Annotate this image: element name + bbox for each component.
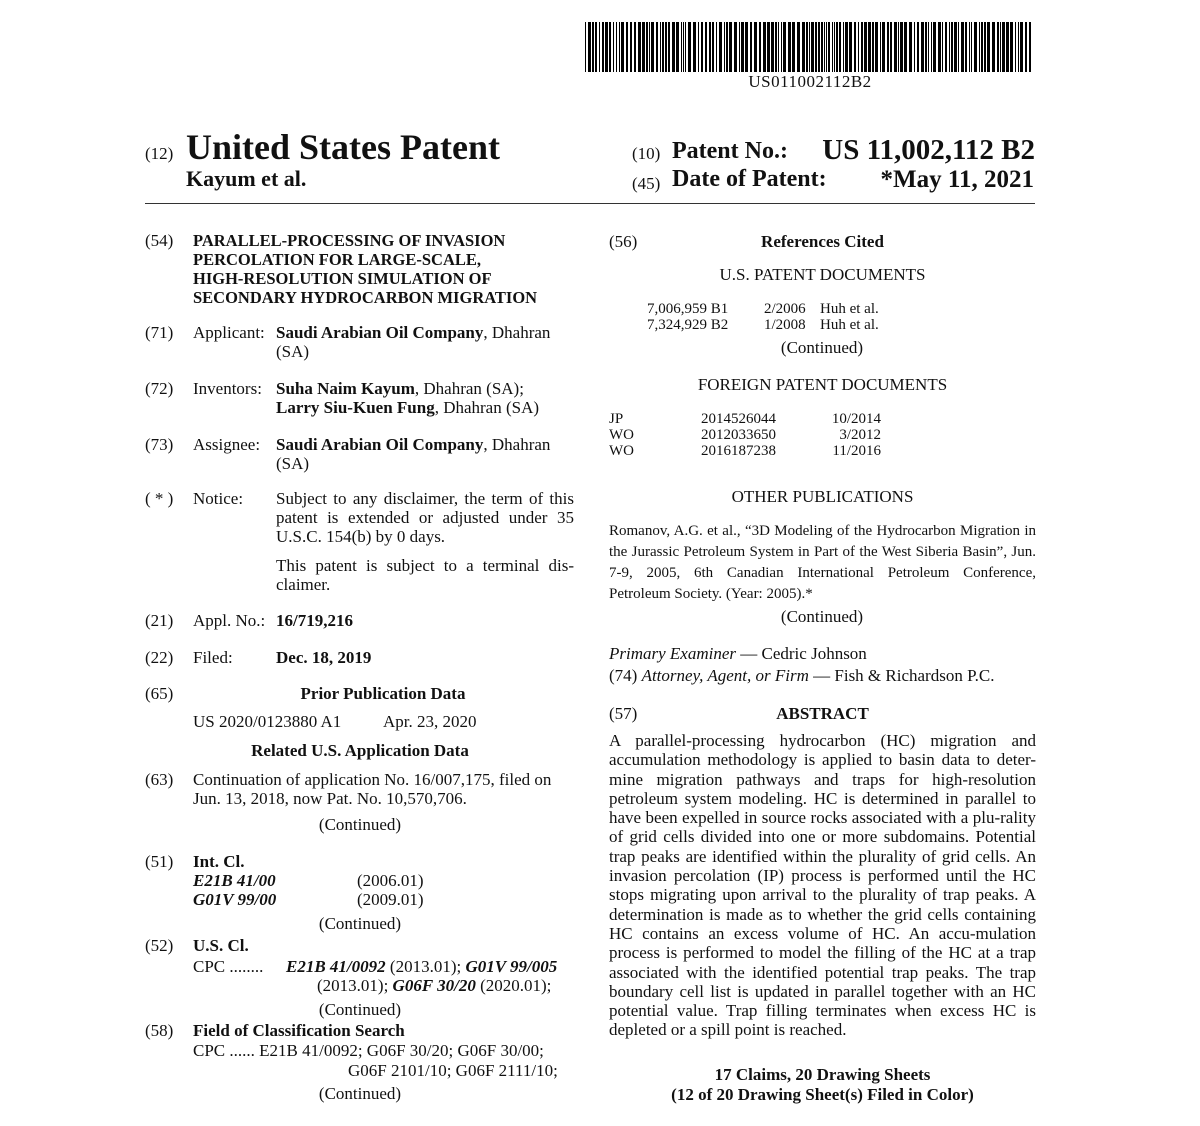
applicant-country: (SA) — [276, 342, 310, 361]
us-ref-number: 7,324,929 B2 — [647, 317, 729, 333]
barcode-bar — [719, 22, 722, 72]
patent-type-title: United States Patent — [186, 127, 500, 167]
foreign-reference-row — [609, 427, 882, 444]
barcode-bar — [961, 22, 964, 72]
barcode-bar — [605, 22, 608, 72]
field-of-search-continued: (Continued) — [318, 1084, 402, 1103]
references-cited-heading: References Cited — [761, 232, 884, 251]
code-45: (45) — [632, 174, 661, 193]
title-line: PARALLEL-PROCESSING OF INVASION — [193, 231, 506, 250]
barcode-bar — [839, 22, 841, 72]
barcode-bar — [928, 22, 929, 72]
barcode-bar — [826, 22, 827, 72]
barcode-bar — [1015, 22, 1016, 72]
code-12: (12) — [145, 144, 174, 163]
barcode-bar — [1002, 22, 1005, 72]
barcode-bar — [938, 22, 941, 72]
barcode-bar — [651, 22, 654, 72]
barcode-bar — [741, 22, 744, 72]
title-line: PERCOLATION FOR LARGE-SCALE, — [193, 250, 482, 269]
applicant-name: Saudi Arabian Oil Company — [276, 323, 484, 342]
barcode-bar — [997, 22, 999, 72]
prior-publication-heading: Prior Publication Data — [300, 684, 466, 703]
header-divider — [145, 203, 1035, 204]
code-57: (57) — [609, 704, 638, 723]
other-publication-text: Romanov, A.G. et al., “3D Modeling of the Hydrocarbon Migration in the Jurassic Petroleum System in Part of the West Siberia Basin”, Jun. 7-9, 2005, 6th Canadian International Petroleum Conference, Petroleum Society. (Year: 2005).* — [609, 523, 1036, 602]
code-65: (65) — [145, 684, 174, 703]
barcode-bar — [1020, 22, 1023, 72]
code-22: (22) — [145, 648, 174, 667]
barcode-bar — [858, 22, 859, 72]
barcode-bar — [864, 22, 867, 72]
inventor-name: Suha Naim Kayum — [276, 379, 415, 398]
barcode-bar — [949, 22, 950, 72]
us-ref-name: Huh et al. — [820, 301, 879, 317]
barcode-bar — [832, 22, 833, 72]
barcode-bar — [875, 22, 878, 72]
barcode-bar — [630, 22, 632, 72]
other-publications-heading: OTHER PUBLICATIONS — [731, 487, 914, 506]
code-63: (63) — [145, 770, 174, 789]
barcode-bar — [818, 22, 820, 72]
patent-no-label: Patent No.: — [672, 138, 788, 164]
barcode-bar — [771, 22, 774, 72]
us-cl-cpc-prefix: CPC ........ — [193, 957, 264, 976]
claims-count: 17 Claims, 20 Drawing Sheets — [714, 1065, 931, 1084]
barcode-bar — [662, 22, 664, 72]
code-58: (58) — [145, 1021, 174, 1040]
field-of-search-line: G06F 2101/10; G06F 2111/10; — [348, 1061, 558, 1080]
code-notice: ( * ) — [145, 489, 174, 508]
barcode-bar — [642, 22, 645, 72]
invention-title — [193, 231, 537, 307]
barcode-bar — [802, 22, 805, 72]
cpc-code: G06F 30/20 — [392, 976, 476, 995]
barcode-bar — [1000, 22, 1001, 72]
int-cl-continued: (Continued) — [318, 914, 402, 933]
cpc-code: G01V 99/005 — [465, 957, 558, 976]
barcode-bar — [904, 22, 907, 72]
barcode-bar — [724, 22, 725, 72]
foreign-ref-country: JP — [609, 411, 624, 427]
barcode-bar — [621, 22, 624, 72]
barcode-bar — [882, 22, 885, 72]
foreign-ref-country: WO — [609, 427, 634, 443]
attorney-line — [609, 666, 995, 686]
cpc-date: (2020.01); — [475, 976, 552, 995]
barcode-bar — [759, 22, 761, 72]
barcode — [585, 22, 1035, 72]
code-56: (56) — [609, 232, 638, 251]
barcode-bar — [965, 22, 967, 72]
barcode-bar — [797, 22, 800, 72]
barcode-bar — [716, 22, 717, 72]
continuation-continued: (Continued) — [318, 815, 402, 834]
barcode-bar — [931, 22, 932, 72]
barcode-bar — [783, 22, 786, 72]
barcode-bar — [1025, 22, 1027, 72]
foreign-ref-number: 2012033650 — [701, 427, 776, 443]
primary-examiner-label: Primary Examiner — [609, 644, 737, 663]
us-reference-row — [647, 317, 879, 333]
attorney-label: Attorney, Agent, or Firm — [641, 666, 809, 685]
barcode-bar — [613, 22, 614, 72]
int-cl-label: Int. Cl. — [193, 852, 245, 871]
us-cl-line — [317, 976, 551, 996]
barcode-bar — [712, 22, 714, 72]
barcode-bar — [649, 22, 650, 72]
barcode-bar — [609, 22, 611, 72]
assignee-country: (SA) — [276, 454, 310, 473]
barcode-bar — [909, 22, 912, 72]
barcode-bar — [1029, 22, 1031, 72]
drawing-sheets-note: (12 of 20 Drawing Sheet(s) Filed in Color) — [671, 1085, 974, 1104]
int-cl-date: (2006.01) — [357, 871, 424, 890]
filed-label: Filed: — [193, 648, 233, 667]
barcode-bar — [619, 22, 620, 72]
barcode-bar — [734, 22, 737, 72]
barcode-bar — [894, 22, 897, 72]
barcode-bar — [681, 22, 682, 72]
code-72: (72) — [145, 379, 174, 398]
inventor-location: , Dhahran (SA) — [434, 398, 540, 417]
barcode-bar — [588, 22, 591, 72]
barcode-bar — [958, 22, 959, 72]
barcode-bar — [693, 22, 696, 72]
barcode-bar — [788, 22, 791, 72]
barcode-bar — [775, 22, 777, 72]
barcode-bar — [665, 22, 667, 72]
assignee-location: , Dhahran — [483, 435, 551, 454]
barcode-bar — [914, 22, 915, 72]
barcode-bar — [750, 22, 752, 72]
barcode-bar — [1006, 22, 1009, 72]
barcode-bar — [638, 22, 641, 72]
barcode-bar — [616, 22, 617, 72]
us-ref-date: 1/2008 — [764, 317, 806, 333]
barcode-bar — [981, 22, 983, 72]
patent-number: US 11,002,112 B2 — [822, 134, 1035, 166]
filed-date: Dec. 18, 2019 — [276, 648, 372, 667]
barcode-bar — [969, 22, 970, 72]
barcode-bar — [1010, 22, 1013, 72]
code-74: (74) — [609, 666, 638, 685]
code-51: (51) — [145, 852, 174, 871]
barcode-bar — [872, 22, 874, 72]
barcode-bar — [828, 22, 830, 72]
foreign-ref-number: 2014526044 — [701, 411, 776, 427]
foreign-ref-number: 2016187238 — [701, 443, 776, 459]
barcode-bar — [792, 22, 795, 72]
applicant-label: Applicant: — [193, 323, 265, 342]
inventors-label: Inventors: — [193, 379, 262, 398]
assignee-value — [276, 435, 576, 473]
barcode-bar — [824, 22, 825, 72]
abstract-text: A parallel-processing hydrocarbon (HC) migration and accumulation methodology is applied to basin data to deter-mine migration pathways and traps for high-resolution petroleum system modeling. HC is determined in parallel to have been expelled in source rocks associated with a plu-rality of grid cells divided into one or more subdomains. Potential trap peaks are identified within the plurality of grid cells. An invasion percolation (IP) process is performed until the HC stops migrating upon arrival to the plurality of trap peaks. A determination is made as to whether the grid cells containing HC contains an excess volume of HC. An accu-mulation process is performed to model the filling of the HC at a trap associated with the identified potential trap peaks. The trap boundary cell list is updated in parallel together with an HC potential value. Trap filling terminates when excess HC is depleted or a spill point is reached. — [609, 731, 1036, 1040]
barcode-bar — [992, 22, 995, 72]
us-refs-continued: (Continued) — [780, 338, 864, 357]
barcode-bar — [898, 22, 899, 72]
us-ref-number: 7,006,959 B1 — [647, 301, 729, 317]
barcode-bar — [626, 22, 628, 72]
prior-publication-date: Apr. 23, 2020 — [383, 712, 477, 731]
barcode-bar — [763, 22, 766, 72]
barcode-bar — [925, 22, 927, 72]
first-inventor-line: Kayum et al. — [186, 166, 307, 191]
barcode-bar — [954, 22, 957, 72]
barcode-bar — [974, 22, 977, 72]
barcode-bar — [854, 22, 856, 72]
barcode-bar — [656, 22, 658, 72]
inventors-value — [276, 379, 576, 417]
code-21: (21) — [145, 611, 174, 630]
barcode-bar — [821, 22, 823, 72]
code-10: (10) — [632, 144, 661, 163]
title-line: HIGH-RESOLUTION SIMULATION OF — [193, 269, 492, 288]
barcode-bar — [836, 22, 838, 72]
foreign-ref-date: 3/2012 — [839, 427, 881, 443]
continuation-line: Jun. 13, 2018, now Pat. No. 10,570,706. — [193, 789, 467, 808]
barcode-bar — [917, 22, 919, 72]
int-cl-date: (2009.01) — [357, 890, 424, 909]
barcode-bar — [834, 22, 835, 72]
code-54: (54) — [145, 231, 174, 250]
barcode-bar — [945, 22, 947, 72]
barcode-bar — [705, 22, 707, 72]
barcode-bar — [933, 22, 936, 72]
barcode-bar — [739, 22, 740, 72]
primary-examiner-line — [609, 644, 867, 664]
barcode-bar — [729, 22, 732, 72]
prior-publication-number: US 2020/0123880 A1 — [193, 712, 342, 731]
barcode-bar — [984, 22, 986, 72]
barcode-bar — [845, 22, 848, 72]
barcode-bar — [979, 22, 980, 72]
foreign-ref-country: WO — [609, 443, 634, 459]
inventor-location: , Dhahran (SA); — [414, 379, 524, 398]
date-of-patent: *May 11, 2021 — [880, 166, 1034, 193]
abstract-heading: ABSTRACT — [776, 704, 869, 723]
applicant-value — [276, 323, 576, 361]
us-reference-row — [647, 301, 879, 317]
applicant-location: , Dhahran — [483, 323, 551, 342]
date-of-patent-label: Date of Patent: — [672, 166, 827, 192]
assignee-label: Assignee: — [193, 435, 261, 454]
foreign-reference-row — [609, 411, 882, 428]
related-application-heading: Related U.S. Application Data — [251, 741, 469, 760]
foreign-reference-row — [609, 443, 882, 460]
barcode-bar — [887, 22, 889, 72]
barcode-bar — [676, 22, 679, 72]
attorney-name: — Fish & Richardson P.C. — [808, 666, 995, 685]
field-of-search-label: Field of Classification Search — [193, 1021, 405, 1040]
terminal-disclaimer-text: This patent is subject to a terminal dis-claimer. — [276, 556, 574, 594]
cpc-date: (2013.01); — [385, 957, 466, 976]
barcode-number: US011002112B2 — [748, 72, 872, 91]
barcode-bar — [754, 22, 757, 72]
foreign-patent-documents-heading: FOREIGN PATENT DOCUMENTS — [697, 375, 948, 394]
us-cl-continued: (Continued) — [318, 1000, 402, 1019]
assignee-name: Saudi Arabian Oil Company — [276, 435, 484, 454]
barcode-bar — [781, 22, 782, 72]
barcode-bar — [672, 22, 675, 72]
field-of-search-line: CPC ...... E21B 41/0092; G06F 30/20; G06F 30/00; — [193, 1041, 544, 1060]
barcode-bar — [595, 22, 597, 72]
barcode-bar — [778, 22, 779, 72]
barcode-bar — [942, 22, 943, 72]
barcode-bar — [585, 22, 586, 72]
us-cl-line — [286, 957, 557, 977]
us-cl-label: U.S. Cl. — [193, 936, 249, 955]
notice-text: Subject to any disclaimer, the term of this patent is extended or adjusted under 35 U.S.C. 154(b) by 0 days. — [276, 489, 574, 546]
barcode-bar — [685, 22, 686, 72]
barcode-bar — [987, 22, 990, 72]
barcode-bar — [849, 22, 852, 72]
appl-no-value: 16/719,216 — [276, 611, 353, 630]
barcode-bar — [811, 22, 814, 72]
appl-no-label: Appl. No.: — [193, 611, 266, 630]
code-71: (71) — [145, 323, 174, 342]
barcode-bar — [1018, 22, 1019, 72]
barcode-bar — [726, 22, 728, 72]
barcode-bar — [634, 22, 636, 72]
barcode-bar — [971, 22, 972, 72]
int-cl-code: E21B 41/00 — [193, 871, 276, 890]
barcode-bar — [745, 22, 748, 72]
barcode-bar — [951, 22, 953, 72]
inventor-name: Larry Siu-Kuen Fung — [276, 398, 435, 417]
barcode-bar — [602, 22, 604, 72]
cpc-date: (2013.01); — [317, 976, 393, 995]
primary-examiner-name: — Cedric Johnson — [736, 644, 867, 663]
barcode-bar — [698, 22, 699, 72]
barcode-bar — [701, 22, 703, 72]
us-ref-date: 2/2006 — [764, 301, 806, 317]
code-52: (52) — [145, 936, 174, 955]
barcode-bar — [668, 22, 670, 72]
barcode-bar — [592, 22, 594, 72]
continuation-text — [193, 770, 551, 808]
foreign-ref-date: 10/2014 — [831, 411, 881, 427]
title-line: SECONDARY HYDROCARBON MIGRATION — [193, 288, 538, 307]
cpc-code: E21B 41/0092 — [286, 957, 386, 976]
int-cl-code: G01V 99/00 — [193, 890, 277, 909]
barcode-bar — [900, 22, 903, 72]
barcode-bar — [868, 22, 871, 72]
barcode-bar — [843, 22, 844, 72]
barcode-bar — [599, 22, 600, 72]
barcode-bar — [688, 22, 691, 72]
barcode-bar — [683, 22, 684, 72]
barcode-bar — [806, 22, 808, 72]
continuation-line: Continuation of application No. 16/007,175, filed on — [193, 770, 552, 789]
barcode-bar — [809, 22, 810, 72]
barcode-bar — [890, 22, 892, 72]
us-patent-documents-heading: U.S. PATENT DOCUMENTS — [719, 265, 926, 284]
barcode-bar — [815, 22, 817, 72]
barcode-bar — [646, 22, 648, 72]
barcode-bar — [767, 22, 770, 72]
code-73: (73) — [145, 435, 174, 454]
barcode-bar — [709, 22, 711, 72]
barcode-bar — [660, 22, 661, 72]
foreign-ref-date: 11/2016 — [832, 443, 881, 459]
barcode-bar — [861, 22, 863, 72]
barcode-bar — [921, 22, 924, 72]
us-ref-name: Huh et al. — [820, 317, 879, 333]
notice-label: Notice: — [193, 489, 244, 508]
other-publications-continued: (Continued) — [780, 607, 864, 626]
barcode-bar — [880, 22, 881, 72]
